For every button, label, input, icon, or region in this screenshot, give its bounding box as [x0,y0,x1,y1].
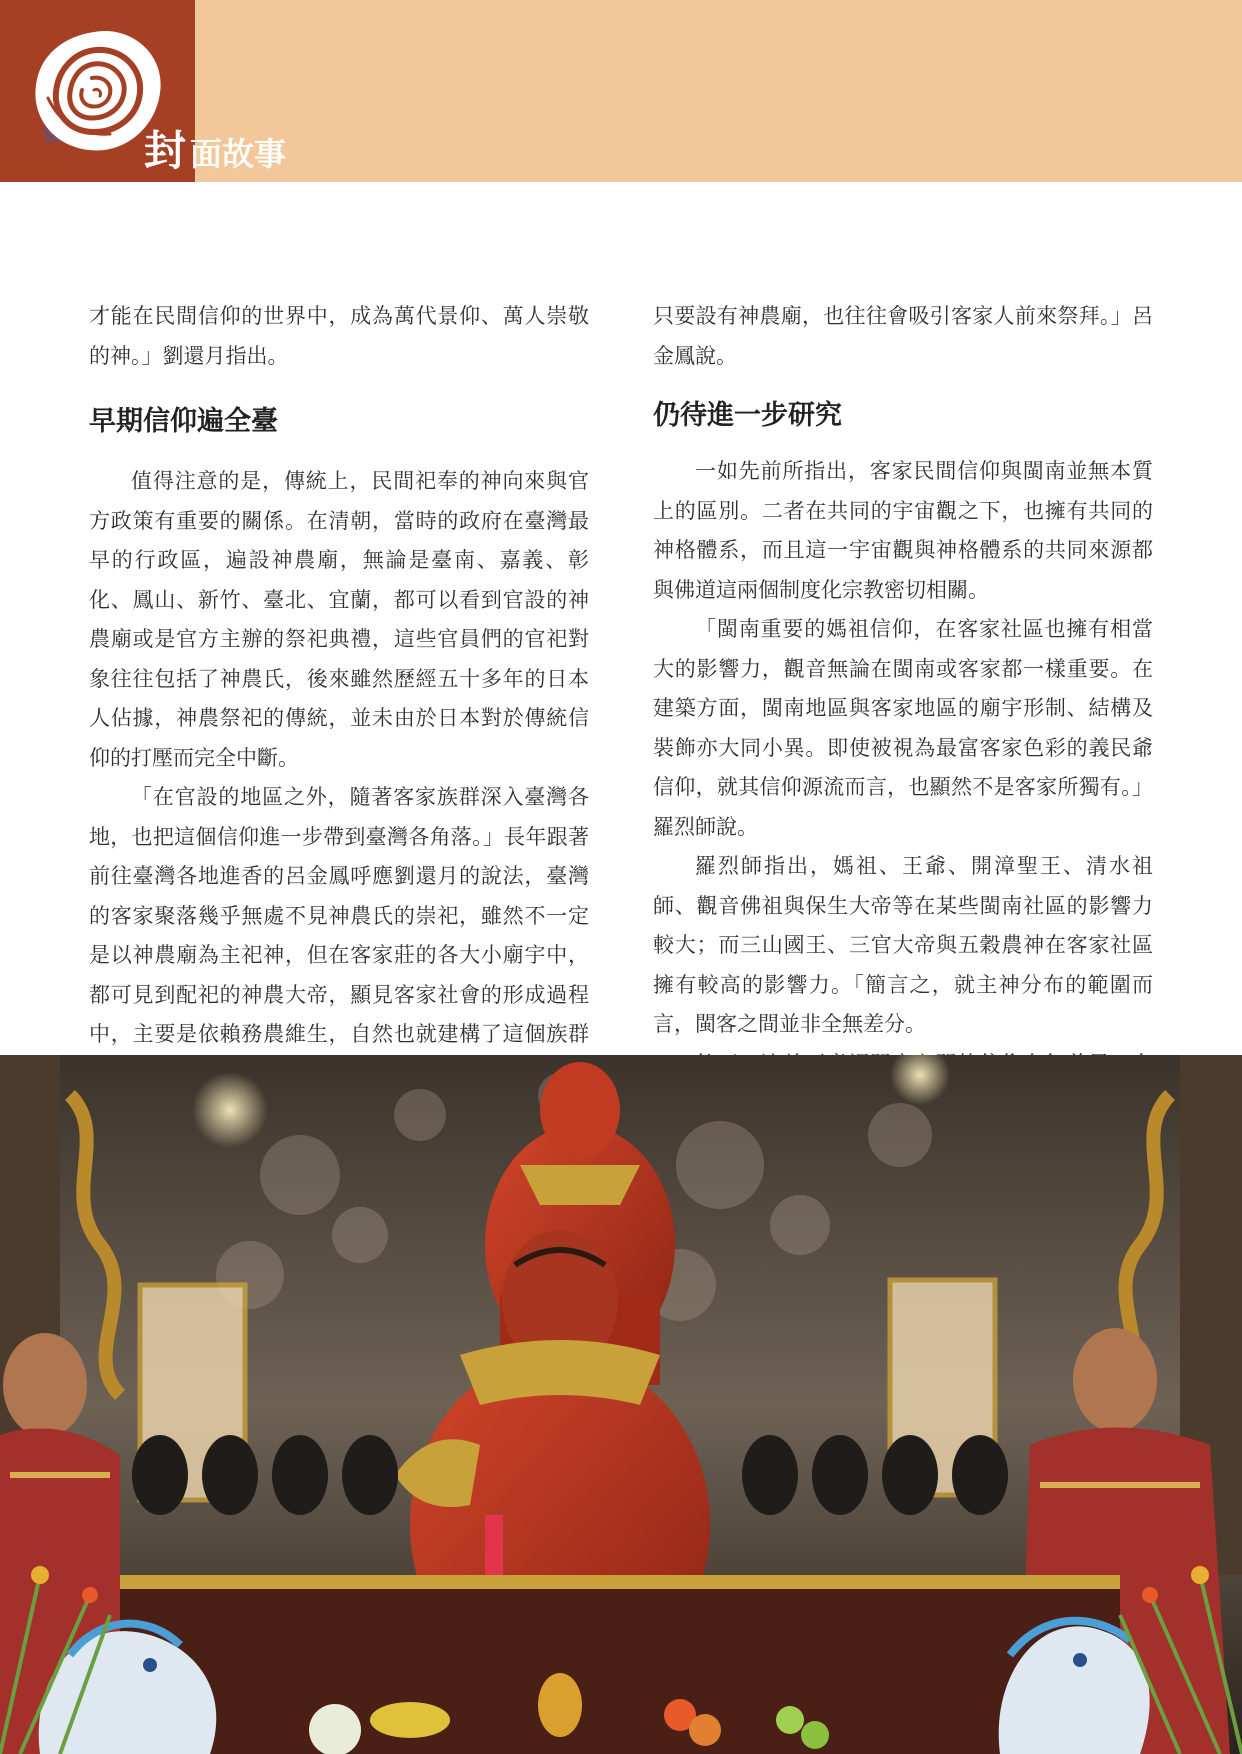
right-paragraph-3: 羅烈師指出，媽祖、王爺、開漳聖王、清水祖師、觀音佛祖與保生大帝等在某些閩南社區的影響力較大；而三山國王、三官大帝與五穀農神在客家社區擁有較高的影響力。「簡言之，就主神分布的範圍而言，閩客之間並非全無差分。 [653,854,1153,1036]
temple-altar-illustration [0,1055,1242,1754]
article-column-right [653,297,1153,1163]
section-title-initial: 封 [144,126,187,175]
section-title [144,126,286,176]
temple-altar-photo [0,1055,1242,1754]
porcelain-dragon-right [999,1621,1150,1754]
right-section-heading: 仍待進一步研究 [653,400,842,431]
right-paragraph-2: 「閩南重要的媽祖信仰，在客家社區也擁有相當大的影響力，觀音無論在閩南或客家都一樣重要。在建築方面，閩南地區與客家地區的廟宇形制、結構及裝飾亦大同小異。即使被視為最富客家色彩的義民爺信仰，就其信仰源流而言，也顯然不是客家所獨有。」羅烈師說。 [653,617,1153,839]
left-intro-paragraph: 才能在民間信仰的世界中，成為萬代景仰、萬人崇敬的神。」劉還月指出。 [89,304,589,368]
section-title-rest: 面故事 [190,135,287,173]
right-intro-paragraph: 只要設有神農廟，也往往會吸引客家人前來祭拜。」呂金鳳說。 [653,304,1153,368]
right-paragraph-1: 一如先前所指出，客家民間信仰與閩南並無本質上的區別。二者在共同的宇宙觀之下，也擁有共同的神格體系，而且這一宇宙觀與神格體系的共同來源都與佛道這兩個制度化宗教密切相關。 [653,459,1153,602]
left-paragraph-2: 「在官設的地區之外，隨著客家族群深入臺灣各地，也把這個信仰進一步帶到臺灣各角落。」長年跟著前往臺灣各地進香的呂金鳳呼應劉還月的說法，臺灣的客家聚落幾乎無處不見神農氏的崇祀，雖然不一定是以神農廟為主祀神，但在客家莊的各大小廟宇中，都可見到配祀的神農大帝，顯見客家社會的形成過程中，主要是依賴務農維生，自然也就建構了這個族群 [89,785,589,1046]
left-section-heading: 早期信仰遍全臺 [89,406,278,437]
page-header-band [0,0,1242,182]
article-column-left [89,297,589,1134]
left-paragraph-1: 值得注意的是，傳統上，民間祀奉的神向來與官方政策有重要的關係。在清朝，當時的政府在臺灣最早的行政區，遍設神農廟，無論是臺南、嘉義、彰化、鳳山、新竹、臺北、宜蘭，都可以看到官設的神農廟或是官方主辦的祭祀典禮，這些官員們的官祀對象往往包括了神農氏，後來雖然歷經五十多年的日本人佔據，神農祭祀的傳統，並未由於日本對於傳統信仰的打壓而完全中斷。 [89,469,589,770]
lamp-glow-left [192,1072,268,1148]
altar-table [120,1575,1120,1754]
